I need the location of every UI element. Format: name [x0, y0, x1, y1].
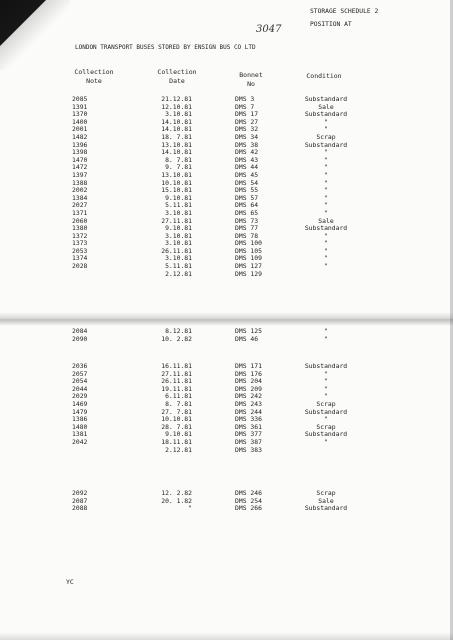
col-head-collection-date — [145, 68, 209, 86]
table-row — [0, 104, 453, 112]
collection-date-cell: 13.10.81 — [161, 170, 192, 179]
bonnet-number-cell: DMS 77 — [235, 224, 259, 233]
condition-cell: " — [324, 148, 328, 157]
col-head-collection-note — [62, 68, 126, 86]
condition-cell: Substandard — [304, 407, 348, 416]
collection-date-cell: 3.10.81 — [165, 231, 192, 240]
collection-date-cell: 9.10.81 — [165, 224, 192, 233]
collection-date-cell: 27. 7.81 — [161, 407, 192, 416]
collection-note-cell: 1482 — [72, 132, 88, 141]
condition-cell: " — [324, 246, 328, 255]
condition-cell: Substandard — [304, 362, 348, 370]
collection-note-cell: 1480 — [72, 422, 88, 431]
bonnet-number-cell: DMS 32 — [235, 125, 259, 134]
condition-cell: " — [324, 208, 328, 217]
collection-note-cell: 2087 — [72, 496, 88, 505]
table-row — [0, 164, 453, 172]
collection-note-cell: 2054 — [72, 377, 88, 386]
table-row — [0, 119, 453, 127]
table-row — [0, 447, 453, 455]
collection-note-cell: 1372 — [72, 231, 88, 240]
condition-cell: " — [324, 369, 328, 378]
table-row — [0, 363, 453, 371]
table-row — [0, 401, 453, 409]
bonnet-number-cell: DMS 254 — [235, 496, 262, 505]
table-row — [0, 328, 453, 336]
collection-note-cell: 2001 — [72, 125, 88, 134]
collection-note-cell: 1396 — [72, 140, 88, 149]
collection-date-cell: 3.10.81 — [165, 208, 192, 217]
collection-date-cell: 13.10.81 — [161, 140, 192, 149]
collection-note-cell: 1371 — [72, 208, 88, 217]
bonnet-number-cell: DMS 129 — [235, 269, 262, 278]
condition-cell: " — [324, 334, 328, 343]
bonnet-number-cell: DMS 204 — [235, 377, 262, 386]
table-row — [0, 393, 453, 401]
collection-date-cell: 18. 7.81 — [161, 132, 192, 141]
col-head-text: Bonnet — [239, 71, 263, 79]
collection-note-cell: 1386 — [72, 415, 88, 424]
collection-date-cell: 3.10.81 — [165, 254, 192, 263]
bonnet-number-cell: DMS 171 — [235, 362, 262, 370]
collection-date-cell: 10.10.81 — [161, 415, 192, 424]
col-head-text: Collection — [157, 68, 197, 76]
collection-date-cell: 26.11.81 — [161, 246, 192, 255]
table-row — [0, 96, 453, 104]
col-head-text: No — [247, 80, 255, 88]
collection-date-cell: 16.11.81 — [161, 362, 192, 370]
bonnet-number-cell: DMS 17 — [235, 110, 259, 119]
collection-date-cell: 6.11.81 — [165, 392, 192, 401]
table-row — [0, 111, 453, 119]
schedule-group-2 — [0, 328, 453, 343]
condition-cell: Sale — [318, 216, 334, 225]
collection-note-cell: 1374 — [72, 254, 88, 263]
table-row — [0, 195, 453, 203]
collection-date-cell: " — [188, 504, 192, 513]
collection-date-cell: 5.11.81 — [165, 201, 192, 210]
col-head-bonnet — [226, 71, 276, 89]
condition-cell: " — [324, 117, 328, 126]
table-row — [0, 439, 453, 447]
collection-date-cell: 28. 7.81 — [161, 422, 192, 431]
collection-note-cell: 1388 — [72, 178, 88, 187]
page-bottom-edge — [0, 632, 453, 640]
table-row — [0, 172, 453, 180]
condition-cell: Scrap — [316, 489, 336, 497]
schedule-group-3 — [0, 363, 453, 454]
collection-note-cell: 1397 — [72, 170, 88, 179]
collection-note-cell: 2002 — [72, 186, 88, 195]
collection-note-cell: 2028 — [72, 262, 88, 271]
bonnet-number-cell: DMS 176 — [235, 369, 262, 378]
collection-date-cell: 19.11.81 — [161, 384, 192, 393]
collection-note-cell: 2092 — [72, 489, 88, 497]
collection-note-cell: 1470 — [72, 155, 88, 164]
table-row — [0, 218, 453, 226]
bonnet-number-cell: DMS 244 — [235, 407, 262, 416]
bonnet-number-cell: DMS 46 — [235, 334, 259, 343]
schedule-title: STORAGE SCHEDULE 2 — [310, 8, 379, 15]
condition-cell: " — [324, 384, 328, 393]
document-title: LONDON TRANSPORT BUSES STORED BY ENSIGN BUS CO LTD — [75, 44, 256, 51]
handwritten-number: 3047 — [256, 24, 282, 35]
collection-note-cell: 1398 — [72, 148, 88, 157]
table-row — [0, 431, 453, 439]
bonnet-number-cell: DMS 266 — [235, 504, 262, 513]
bonnet-number-cell: DMS 55 — [235, 186, 259, 195]
bonnet-number-cell: DMS 246 — [235, 489, 262, 497]
condition-cell: " — [324, 170, 328, 179]
collection-note-cell: 2027 — [72, 201, 88, 210]
condition-cell: " — [324, 163, 328, 172]
bonnet-number-cell: DMS 383 — [235, 445, 262, 454]
table-row — [0, 134, 453, 142]
collection-date-cell: 12.10.81 — [161, 102, 192, 111]
table-row — [0, 371, 453, 379]
collection-note-cell: 1469 — [72, 399, 88, 408]
table-row — [0, 263, 453, 271]
collection-date-cell: 14.10.81 — [161, 125, 192, 134]
table-row — [0, 202, 453, 210]
collection-note-cell: 2044 — [72, 384, 88, 393]
table-row — [0, 240, 453, 248]
collection-date-cell: 8. 7.81 — [165, 155, 192, 164]
table-row — [0, 180, 453, 188]
table-row — [0, 424, 453, 432]
condition-cell: " — [324, 231, 328, 240]
collection-date-cell: 9.10.81 — [165, 430, 192, 439]
schedule-group-1 — [0, 96, 453, 278]
table-row — [0, 233, 453, 241]
bonnet-number-cell: DMS 3 — [235, 95, 255, 103]
bonnet-number-cell: DMS 54 — [235, 178, 259, 187]
bonnet-number-cell: DMS 44 — [235, 163, 259, 172]
condition-cell: " — [324, 327, 328, 335]
bonnet-number-cell: DMS 27 — [235, 117, 259, 126]
bonnet-number-cell: DMS 105 — [235, 246, 262, 255]
col-head-text: Date — [169, 77, 185, 85]
collection-note-cell: 1373 — [72, 239, 88, 248]
collection-date-cell: 12. 2.82 — [161, 489, 192, 497]
bonnet-number-cell: DMS 7 — [235, 102, 255, 111]
bonnet-number-cell: DMS 125 — [235, 327, 262, 335]
table-row — [0, 149, 453, 157]
condition-cell: Sale — [318, 496, 334, 505]
collection-note-cell: 2053 — [72, 246, 88, 255]
table-row — [0, 409, 453, 417]
collection-date-cell: 9.10.81 — [165, 193, 192, 202]
table-row — [0, 378, 453, 386]
collection-note-cell: 1479 — [72, 407, 88, 416]
table-row — [0, 386, 453, 394]
bonnet-number-cell: DMS 127 — [235, 262, 262, 271]
collection-note-cell: 1472 — [72, 163, 88, 172]
collection-note-cell: 1381 — [72, 430, 88, 439]
condition-cell: Substandard — [304, 504, 348, 513]
collection-note-cell: 1391 — [72, 102, 88, 111]
bonnet-number-cell: DMS 57 — [235, 193, 259, 202]
table-row — [0, 126, 453, 134]
condition-cell: " — [324, 201, 328, 210]
collection-date-cell: 9. 7.81 — [165, 163, 192, 172]
collection-note-cell: 2036 — [72, 362, 88, 370]
bonnet-number-cell: DMS 73 — [235, 216, 259, 225]
table-row — [0, 255, 453, 263]
condition-cell: Substandard — [304, 140, 348, 149]
table-row — [0, 505, 453, 513]
condition-cell: " — [324, 125, 328, 134]
condition-cell: " — [324, 262, 328, 271]
bonnet-number-cell: DMS 209 — [235, 384, 262, 393]
table-row — [0, 142, 453, 150]
collection-date-cell: 8.12.81 — [165, 327, 192, 335]
condition-cell: Scrap — [316, 422, 336, 431]
table-row — [0, 248, 453, 256]
bonnet-number-cell: DMS 65 — [235, 208, 259, 217]
condition-cell: " — [324, 193, 328, 202]
collection-note-cell: 2057 — [72, 369, 88, 378]
collection-note-cell: 2060 — [72, 216, 88, 225]
collection-date-cell: 21.12.81 — [161, 95, 192, 103]
collection-date-cell: 18.11.81 — [161, 437, 192, 446]
condition-cell: " — [324, 254, 328, 263]
bonnet-number-cell: DMS 336 — [235, 415, 262, 424]
collection-date-cell: 26.11.81 — [161, 377, 192, 386]
condition-cell: " — [324, 377, 328, 386]
condition-cell: " — [324, 178, 328, 187]
condition-cell: Substandard — [304, 224, 348, 233]
collection-note-cell: 1370 — [72, 110, 88, 119]
condition-cell: " — [324, 437, 328, 446]
condition-cell: Sale — [318, 102, 334, 111]
bonnet-number-cell: DMS 100 — [235, 239, 262, 248]
bonnet-number-cell: DMS 34 — [235, 132, 259, 141]
bonnet-number-cell: DMS 387 — [235, 437, 262, 446]
corner-fade — [0, 0, 70, 70]
bonnet-number-cell: DMS 243 — [235, 399, 262, 408]
col-head-text: Collection — [74, 68, 114, 76]
condition-cell: Scrap — [316, 132, 336, 141]
bonnet-number-cell: DMS 42 — [235, 148, 259, 157]
bonnet-number-cell: DMS 43 — [235, 155, 259, 164]
collection-note-cell: 1380 — [72, 224, 88, 233]
footer-initials: YC — [66, 578, 74, 586]
collection-note-cell: 2088 — [72, 504, 88, 513]
table-row — [0, 416, 453, 424]
collection-date-cell: 3.10.81 — [165, 239, 192, 248]
collection-date-cell: 15.10.81 — [161, 186, 192, 195]
collection-date-cell: 27.11.81 — [161, 216, 192, 225]
position-label: POSITION AT — [310, 21, 352, 28]
collection-date-cell: 27.11.81 — [161, 369, 192, 378]
collection-date-cell: 2.12.81 — [165, 445, 192, 454]
bonnet-number-cell: DMS 109 — [235, 254, 262, 263]
collection-note-cell: 1400 — [72, 117, 88, 126]
table-row — [0, 490, 453, 498]
collection-date-cell: 8. 7.81 — [165, 399, 192, 408]
bonnet-number-cell: DMS 45 — [235, 170, 259, 179]
condition-cell: Scrap — [316, 399, 336, 408]
condition-cell: " — [324, 186, 328, 195]
collection-date-cell: 3.10.81 — [165, 110, 192, 119]
condition-cell: Substandard — [304, 95, 348, 103]
table-row — [0, 336, 453, 344]
bonnet-number-cell: DMS 64 — [235, 201, 259, 210]
condition-cell: Substandard — [304, 110, 348, 119]
table-row — [0, 157, 453, 165]
condition-cell: " — [324, 392, 328, 401]
bonnet-number-cell: DMS 377 — [235, 430, 262, 439]
collection-date-cell: 5.11.81 — [165, 262, 192, 271]
table-row — [0, 498, 453, 506]
col-head-text: Note — [86, 77, 102, 85]
bonnet-number-cell: DMS 242 — [235, 392, 262, 401]
table-row — [0, 187, 453, 195]
bonnet-number-cell: DMS 361 — [235, 422, 262, 431]
schedule-group-4 — [0, 490, 453, 513]
collection-note-cell: 2085 — [72, 95, 88, 103]
table-row — [0, 225, 453, 233]
condition-cell: " — [324, 415, 328, 424]
condition-cell: " — [324, 155, 328, 164]
collection-date-cell: 14.10.81 — [161, 117, 192, 126]
condition-cell: Substandard — [304, 430, 348, 439]
condition-cell: " — [324, 239, 328, 248]
collection-note-cell: 2042 — [72, 437, 88, 446]
table-row — [0, 271, 453, 279]
collection-date-cell: 2.12.81 — [165, 269, 192, 278]
collection-note-cell: 2029 — [72, 392, 88, 401]
page-fold — [0, 312, 453, 326]
collection-date-cell: 20. 1.82 — [161, 496, 192, 505]
collection-date-cell: 10. 2.82 — [161, 334, 192, 343]
bonnet-number-cell: DMS 78 — [235, 231, 259, 240]
table-row — [0, 210, 453, 218]
col-head-condition: Condition — [306, 72, 342, 80]
collection-note-cell: 2090 — [72, 334, 88, 343]
collection-note-cell: 1384 — [72, 193, 88, 202]
bonnet-number-cell: DMS 38 — [235, 140, 259, 149]
collection-date-cell: 14.10.81 — [161, 148, 192, 157]
collection-note-cell: 2084 — [72, 327, 88, 335]
collection-date-cell: 10.10.81 — [161, 178, 192, 187]
